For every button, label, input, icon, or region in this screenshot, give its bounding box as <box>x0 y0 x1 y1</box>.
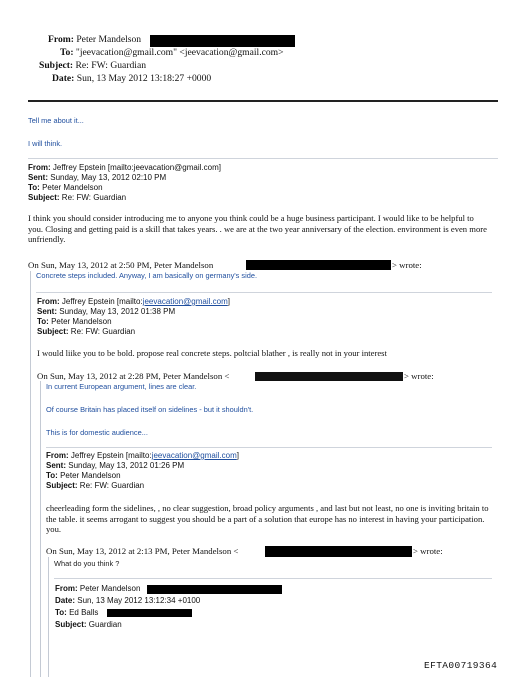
top-to-line <box>60 47 284 60</box>
msg2-email-link[interactable]: jeevacation@gmail.com <box>142 297 228 306</box>
msg3-to-line <box>46 471 121 481</box>
msg1-to-label: To: <box>28 183 40 192</box>
msg4-from-line <box>55 584 140 594</box>
divider <box>28 158 498 159</box>
msg2-sent-value: Sunday, May 13, 2012 01:38 PM <box>59 307 176 316</box>
msg4-to-line <box>55 608 98 618</box>
msg1-subject-line <box>28 193 126 203</box>
msg3-subject-value: Re: FW: Guardian <box>79 481 145 490</box>
msg1-body: I think you should consider introducing me to anyone you think could be a huge business participant. I would like to be helpful to you. Closing and getting paid is a skill that takes years. . we are at the two year anniversary of the election. environment is even more unfriendly. <box>28 213 487 245</box>
msg3-sent-label: Sent: <box>46 461 66 470</box>
msg2-quote-3: This is for domestic audience... <box>46 428 148 437</box>
msg1-subject-value: Re: FW: Guardian <box>61 193 127 202</box>
msg2-subject-line <box>37 327 135 337</box>
divider <box>36 292 492 293</box>
msg1-on-wrote <box>28 260 213 271</box>
msg2-to-value: Peter Mandelson <box>51 317 112 326</box>
msg2-quote-1: In current European argument, lines are clear. <box>46 382 197 391</box>
msg2-to-label: To: <box>37 317 49 326</box>
msg1-from-value: Jeffrey Epstein [mailto:jeevacation@gmail.com] <box>52 163 221 172</box>
msg4-from-value: Peter Mandelson <box>79 584 141 593</box>
redaction-block <box>246 260 391 270</box>
msg3-to-label: To: <box>46 471 58 480</box>
msg1-from-label: From: <box>28 163 51 172</box>
msg1-from-line <box>28 163 221 173</box>
divider <box>46 447 492 448</box>
msg2-subject-label: Subject: <box>37 327 69 336</box>
msg2-sent-label: Sent: <box>37 307 57 316</box>
msg1-on-prefix: On Sun, May 13, 2012 at 2:50 PM, Peter Mandelson <box>28 260 214 270</box>
msg3-body: cheerleading form the sidelines, , no clear suggestion, broad policy arguments , and last but not least, no one is inviting britain to the table. it seems arrogant to suggest you should be a part of a solution that europe has no interest in having your participation. you. <box>46 503 489 535</box>
msg4-subject-label: Subject: <box>55 620 87 629</box>
msg2-body: I would liike you to be bold. propose real concrete steps. poltcial blather , is really not in your interest <box>37 348 387 358</box>
msg3-email-link[interactable]: jeevacation@gmail.com <box>151 451 237 460</box>
msg1-sent-label: Sent: <box>28 173 48 182</box>
top-to-label: To: <box>60 47 74 58</box>
top-subject-value: Re: FW: Guardian <box>75 60 147 71</box>
top-to-value: "jeevacation@gmail.com" <jeevacation@gmail.com> <box>75 47 284 58</box>
top-subject-line <box>39 60 146 73</box>
top-date-line <box>52 73 211 86</box>
top-from-value: Peter Mandelson <box>76 34 142 45</box>
redaction-block <box>265 546 412 557</box>
redaction-block <box>255 372 403 381</box>
msg4-from-label: From: <box>55 584 78 593</box>
msg2-from-line <box>37 297 230 307</box>
msg4-to-value: Ed Balls <box>69 608 99 617</box>
msg2-from-label: From: <box>37 297 60 306</box>
msg3-from-prefix: Jeffrey Epstein [mailto: <box>70 451 152 460</box>
msg4-date-value: Sun, 13 May 2012 13:12:34 +0100 <box>77 596 201 605</box>
msg2-on-suffix: > wrote: <box>404 371 434 381</box>
msg4-date-label: Date: <box>55 596 76 605</box>
msg1-sent-value: Sunday, May 13, 2012 02:10 PM <box>50 173 167 182</box>
top-date-value: Sun, 13 May 2012 13:18:27 +0000 <box>76 73 212 84</box>
msg3-sent-line <box>46 461 184 471</box>
msg2-on-prefix: On Sun, May 13, 2012 at 2:28 PM, Peter Mandelson < <box>37 371 230 381</box>
msg4-date-line <box>55 596 200 606</box>
msg2-from-prefix: Jeffrey Epstein [mailto: <box>61 297 143 306</box>
msg3-on-prefix: On Sun, May 13, 2012 at 2:13 PM, Peter Mandelson < <box>46 546 239 556</box>
divider <box>54 578 492 579</box>
quote-bar <box>30 271 31 677</box>
msg2-from-suffix: ] <box>227 297 230 306</box>
msg4-to-label: To: <box>55 608 67 617</box>
msg3-quote: What do you think ? <box>54 559 120 568</box>
redaction-block <box>150 35 295 47</box>
quote-bar <box>40 381 41 677</box>
msg1-to-value: Peter Mandelson <box>42 183 103 192</box>
msg2-quote-2: Of course Britain has placed itself on sidelines - but it shouldn't. <box>46 405 254 414</box>
msg3-sent-value: Sunday, May 13, 2012 01:26 PM <box>68 461 185 470</box>
bates-number: EFTA00719364 <box>424 660 498 671</box>
msg4-subject-line <box>55 620 122 630</box>
msg2-to-line <box>37 317 112 327</box>
reply-line-1: Tell me about it... <box>28 116 84 125</box>
msg1-to-line <box>28 183 103 193</box>
msg3-on-suffix: > wrote: <box>413 546 443 556</box>
top-from-label: From: <box>48 34 74 45</box>
msg1-on-suffix: > wrote: <box>392 260 422 270</box>
msg1-subject-label: Subject: <box>28 193 60 202</box>
msg4-subject-value: Guardian <box>88 620 122 629</box>
msg2-subject-value: Re: FW: Guardian <box>70 327 136 336</box>
msg3-from-suffix: ] <box>236 451 239 460</box>
msg3-subject-line <box>46 481 144 491</box>
top-date-label: Date: <box>52 73 75 84</box>
top-from-line <box>48 34 141 47</box>
quote-bar <box>48 557 49 677</box>
msg3-subject-label: Subject: <box>46 481 78 490</box>
redaction-block <box>107 609 192 617</box>
msg3-from-line <box>46 451 239 461</box>
msg3-from-label: From: <box>46 451 69 460</box>
msg1-sent-line <box>28 173 166 183</box>
top-subject-label: Subject: <box>39 60 74 71</box>
redaction-block <box>147 585 282 594</box>
header-divider <box>28 100 498 102</box>
msg3-to-value: Peter Mandelson <box>60 471 121 480</box>
msg1-quote: Concrete steps included. Anyway, I am basically on germany's side. <box>36 271 258 280</box>
msg2-sent-line <box>37 307 175 317</box>
reply-line-2: I will think. <box>28 139 63 148</box>
